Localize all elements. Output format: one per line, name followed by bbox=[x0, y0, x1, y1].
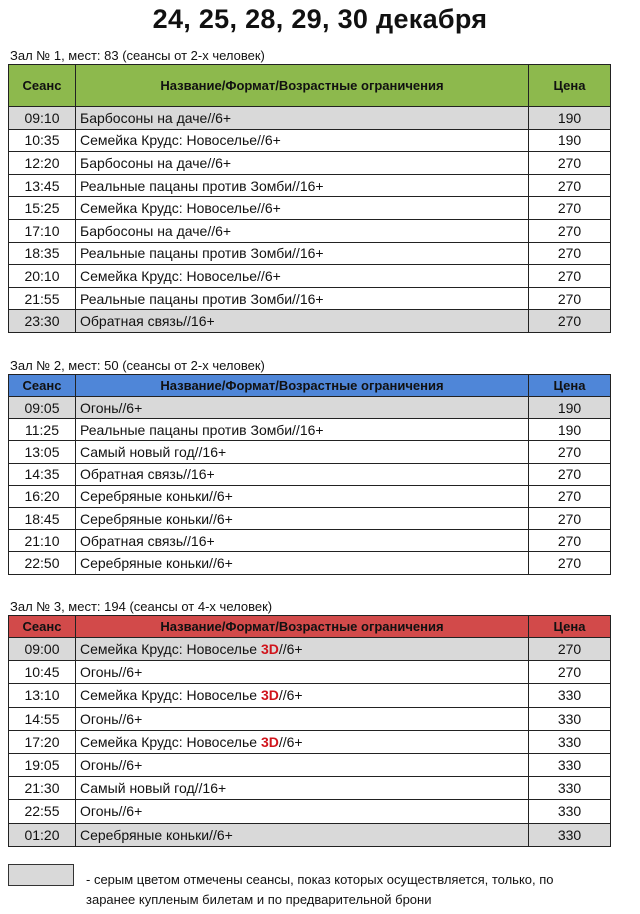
ticket-price: 270 bbox=[529, 287, 611, 310]
ticket-price: 330 bbox=[529, 777, 611, 800]
table-header-row bbox=[9, 375, 611, 397]
ticket-price: 270 bbox=[529, 174, 611, 197]
table-row bbox=[9, 463, 611, 485]
table-row bbox=[9, 152, 611, 175]
session-time: 21:30 bbox=[9, 777, 76, 800]
ticket-price: 270 bbox=[529, 242, 611, 265]
film-title bbox=[76, 397, 529, 419]
table-row bbox=[9, 800, 611, 823]
session-time: 09:00 bbox=[9, 638, 76, 661]
film-title bbox=[76, 552, 529, 574]
table-row bbox=[9, 242, 611, 265]
table-row bbox=[9, 129, 611, 152]
session-time: 22:50 bbox=[9, 552, 76, 574]
session-time: 19:05 bbox=[9, 753, 76, 776]
table-row bbox=[9, 287, 611, 310]
age-rating: //6+ bbox=[278, 733, 303, 750]
film-title bbox=[76, 753, 529, 776]
session-time: 16:20 bbox=[9, 485, 76, 507]
film-title bbox=[76, 419, 529, 441]
session-time: 13:05 bbox=[9, 441, 76, 463]
ticket-price: 270 bbox=[529, 152, 611, 175]
ticket-price: 270 bbox=[529, 661, 611, 684]
film-name: Барбосоны на даче//6+ bbox=[80, 222, 232, 239]
film-title bbox=[76, 441, 529, 463]
ticket-price: 270 bbox=[529, 463, 611, 485]
header-time: Сеанс bbox=[9, 65, 76, 107]
table-row bbox=[9, 197, 611, 220]
film-title bbox=[76, 800, 529, 823]
table-header-row bbox=[9, 616, 611, 638]
film-title bbox=[76, 684, 529, 707]
session-time: 14:35 bbox=[9, 463, 76, 485]
ticket-price: 270 bbox=[529, 219, 611, 242]
table-row bbox=[9, 419, 611, 441]
age-rating: //6+ bbox=[278, 687, 303, 704]
table-row bbox=[9, 730, 611, 753]
ticket-price: 270 bbox=[529, 530, 611, 552]
ticket-price: 330 bbox=[529, 684, 611, 707]
film-title bbox=[76, 530, 529, 552]
table-row bbox=[9, 684, 611, 707]
format-3d-badge: 3D bbox=[260, 641, 279, 658]
ticket-price: 190 bbox=[529, 419, 611, 441]
film-title bbox=[76, 638, 529, 661]
header-name: Название/Формат/Возрастные ограничения bbox=[76, 375, 529, 397]
film-title bbox=[76, 219, 529, 242]
session-time: 17:20 bbox=[9, 730, 76, 753]
film-title bbox=[76, 730, 529, 753]
hall-1-section bbox=[8, 48, 610, 333]
session-time: 20:10 bbox=[9, 265, 76, 288]
table-row bbox=[9, 485, 611, 507]
session-time: 13:45 bbox=[9, 174, 76, 197]
session-time: 21:10 bbox=[9, 530, 76, 552]
film-name: Огонь//6+ bbox=[80, 803, 143, 820]
hall-2-section bbox=[8, 358, 610, 575]
table-row bbox=[9, 507, 611, 529]
session-time: 17:10 bbox=[9, 219, 76, 242]
table-row bbox=[9, 530, 611, 552]
film-name: Обратная связь//16+ bbox=[80, 466, 215, 483]
ticket-price: 190 bbox=[529, 107, 611, 130]
film-title bbox=[76, 777, 529, 800]
header-price: Цена bbox=[529, 616, 611, 638]
film-name: Семейка Крудс: Новоселье bbox=[80, 641, 261, 658]
legend-text: - серым цветом отмечены сеансы, показ которых осуществляется, только, по заранее купленым билетам и по предварительной брони bbox=[86, 872, 554, 907]
hall-caption: Зал № 3, мест: 194 (сеансы от 4-х человек) bbox=[10, 599, 273, 614]
table-row bbox=[9, 107, 611, 130]
film-name: Семейка Крудс: Новоселье bbox=[80, 733, 261, 750]
session-time: 12:20 bbox=[9, 152, 76, 175]
hall-3-section bbox=[8, 599, 610, 847]
table-row bbox=[9, 397, 611, 419]
table-row bbox=[9, 441, 611, 463]
film-name: Семейка Крудс: Новоселье//6+ bbox=[80, 132, 281, 149]
session-time: 21:55 bbox=[9, 287, 76, 310]
film-name: Реальные пацаны против Зомби//16+ bbox=[80, 245, 324, 262]
header-price: Цена bbox=[529, 65, 611, 107]
table-header-row bbox=[9, 65, 611, 107]
table-row bbox=[9, 310, 611, 333]
film-title bbox=[76, 310, 529, 333]
film-title bbox=[76, 507, 529, 529]
ticket-price: 190 bbox=[529, 397, 611, 419]
page-title: 24, 25, 28, 29, 30 декабря bbox=[152, 4, 488, 34]
film-title bbox=[76, 463, 529, 485]
film-name: Барбосоны на даче//6+ bbox=[80, 109, 232, 126]
header-name: Название/Формат/Возрастные ограничения bbox=[76, 65, 529, 107]
film-name: Реальные пацаны против Зомби//16+ bbox=[80, 177, 324, 194]
format-3d-badge: 3D bbox=[260, 733, 279, 750]
session-time: 13:10 bbox=[9, 684, 76, 707]
ticket-price: 330 bbox=[529, 823, 611, 846]
table-row bbox=[9, 174, 611, 197]
film-title bbox=[76, 287, 529, 310]
film-name: Самый новый год//16+ bbox=[80, 780, 227, 797]
film-title bbox=[76, 823, 529, 846]
film-name: Серебряные коньки//6+ bbox=[80, 826, 233, 843]
ticket-price: 270 bbox=[529, 441, 611, 463]
ticket-price: 270 bbox=[529, 638, 611, 661]
ticket-price: 330 bbox=[529, 753, 611, 776]
header-name: Название/Формат/Возрастные ограничения bbox=[76, 616, 529, 638]
table-row bbox=[9, 753, 611, 776]
ticket-price: 270 bbox=[529, 552, 611, 574]
header-time: Сеанс bbox=[9, 375, 76, 397]
film-name: Реальные пацаны против Зомби//16+ bbox=[80, 290, 324, 307]
ticket-price: 270 bbox=[529, 507, 611, 529]
film-title bbox=[76, 265, 529, 288]
film-name: Семейка Крудс: Новоселье//6+ bbox=[80, 200, 281, 217]
film-name: Серебряные коньки//6+ bbox=[80, 554, 233, 571]
session-time: 23:30 bbox=[9, 310, 76, 333]
film-name: Огонь//6+ bbox=[80, 757, 143, 774]
session-time: 18:35 bbox=[9, 242, 76, 265]
ticket-price: 270 bbox=[529, 197, 611, 220]
table-row bbox=[9, 823, 611, 846]
film-title bbox=[76, 242, 529, 265]
session-time: 10:45 bbox=[9, 661, 76, 684]
session-time: 09:05 bbox=[9, 397, 76, 419]
film-name: Самый новый год//16+ bbox=[80, 443, 227, 460]
film-name: Огонь//6+ bbox=[80, 664, 143, 681]
ticket-price: 330 bbox=[529, 800, 611, 823]
film-name: Обратная связь//16+ bbox=[80, 532, 215, 549]
format-3d-badge: 3D bbox=[260, 687, 279, 704]
schedule-table bbox=[8, 64, 611, 333]
header-price: Цена bbox=[529, 375, 611, 397]
ticket-price: 190 bbox=[529, 129, 611, 152]
schedule-table bbox=[8, 374, 611, 575]
ticket-price: 270 bbox=[529, 265, 611, 288]
film-title bbox=[76, 129, 529, 152]
table-row bbox=[9, 661, 611, 684]
age-rating: //6+ bbox=[278, 641, 303, 658]
film-title bbox=[76, 197, 529, 220]
film-name: Барбосоны на даче//6+ bbox=[80, 154, 232, 171]
film-name: Серебряные коньки//6+ bbox=[80, 510, 233, 527]
header-time: Сеанс bbox=[9, 616, 76, 638]
table-row bbox=[9, 552, 611, 574]
film-title bbox=[76, 152, 529, 175]
ticket-price: 330 bbox=[529, 707, 611, 730]
ticket-price: 270 bbox=[529, 485, 611, 507]
film-name: Огонь//6+ bbox=[80, 399, 143, 416]
film-name: Семейка Крудс: Новоселье bbox=[80, 687, 261, 704]
session-time: 15:25 bbox=[9, 197, 76, 220]
gray-legend-swatch bbox=[8, 864, 74, 886]
schedule-table bbox=[8, 615, 611, 847]
film-name: Реальные пацаны против Зомби//16+ bbox=[80, 421, 324, 438]
session-time: 18:45 bbox=[9, 507, 76, 529]
session-time: 14:55 bbox=[9, 707, 76, 730]
film-name: Обратная связь//16+ bbox=[80, 313, 215, 330]
film-title bbox=[76, 661, 529, 684]
table-row bbox=[9, 707, 611, 730]
session-time: 11:25 bbox=[9, 419, 76, 441]
film-name: Серебряные коньки//6+ bbox=[80, 488, 233, 505]
film-title bbox=[76, 107, 529, 130]
table-row bbox=[9, 638, 611, 661]
session-time: 22:55 bbox=[9, 800, 76, 823]
session-time: 10:35 bbox=[9, 129, 76, 152]
film-name: Семейка Крудс: Новоселье//6+ bbox=[80, 267, 281, 284]
table-row bbox=[9, 265, 611, 288]
hall-caption: Зал № 1, мест: 83 (сеансы от 2-х человек) bbox=[10, 48, 265, 63]
film-title bbox=[76, 707, 529, 730]
table-row bbox=[9, 777, 611, 800]
session-time: 01:20 bbox=[9, 823, 76, 846]
film-title bbox=[76, 174, 529, 197]
hall-caption: Зал № 2, мест: 50 (сеансы от 2-х человек) bbox=[10, 358, 265, 373]
film-name: Огонь//6+ bbox=[80, 710, 143, 727]
ticket-price: 270 bbox=[529, 310, 611, 333]
session-time: 09:10 bbox=[9, 107, 76, 130]
table-row bbox=[9, 219, 611, 242]
film-title bbox=[76, 485, 529, 507]
ticket-price: 330 bbox=[529, 730, 611, 753]
